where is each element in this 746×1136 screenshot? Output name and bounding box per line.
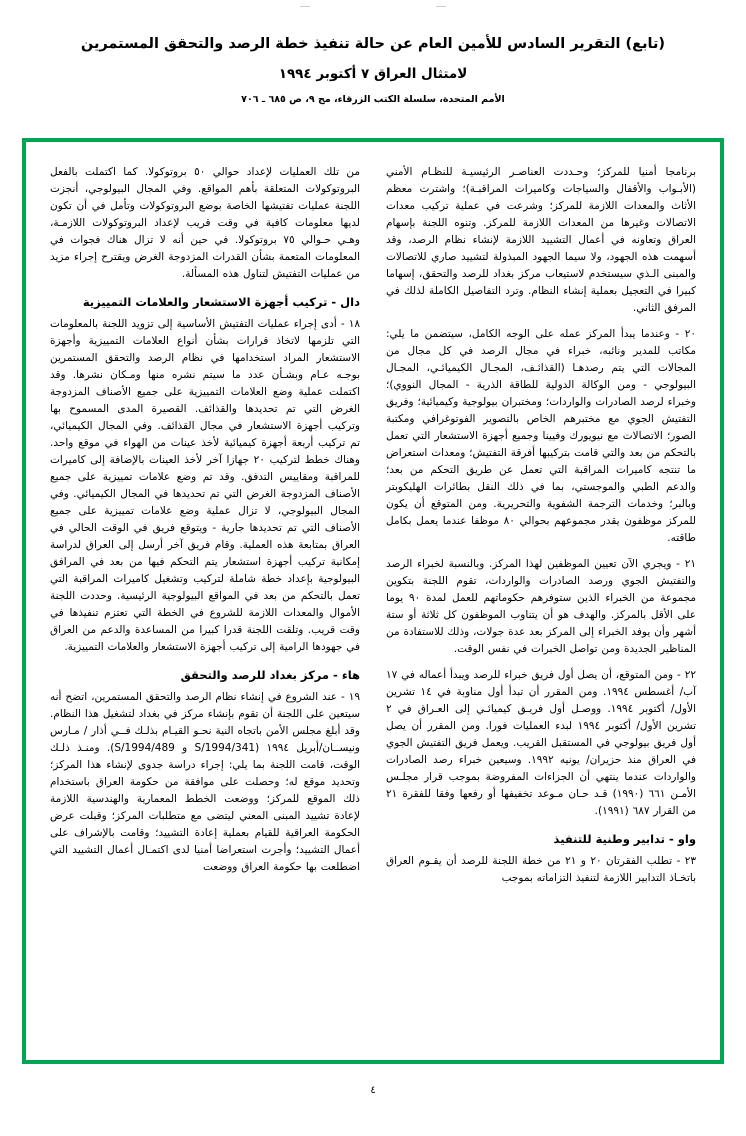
paragraph: برنامجا أمنيا للمركز؛ وحـددت العناصـر الرئيسيـة للنظـام الأمني (الأبـواب والأقفال والسياجات وكاميرات المراقبـة)؛ واشترت معظم الأثاث والمعدات اللازمة للمركز؛ وشرعت في عملية تركيب معدات الاتصالات وغيرها من المعدات اللازمة للمركز. وتنوه اللجنة بإسهام العراق وتعاونه في أعمال التشييد اللازمة لإنشاء نظام الرصد، وقد أسهمت هذه الجهود، ولا سيما الجهود المبذولة لتشييد صاري للاتصالات والمبنى الـذي سيستخدم لاستيعاب مركز بغداد للرصد والتحقق، إسهاما كبيرا في التعجيل بعملية إنشاء النظام. وترد التفاصيل الكاملة لذلك في المرفق الثاني. — [386, 166, 696, 314]
section-heading-national-measures: واو - تدابير وطنية للتنفيذ — [553, 832, 696, 846]
paragraph: من تلك العمليات لإعداد حوالي ٥٠ بروتوكولا. كما اكتملت بالفعل البروتوكولات المتعلقة بأهم المواقع. وفي المجال البيولوجي، أنجزت اللجنة عمليات تفتيشها الخاصة بوضع البروتوكولات وتأمل في أن تكون لديها معلومات كافية في وقت قريب لإعداد البروتوكولات اللازمـة، وهـي حـوالي ٧٥ بروتوكولا. في حين أنه لا تزال هناك فجوات في المعلومات المتعمة بشأن القدرات المزدوجة الغرض ويقترح إجراء مزيد من عمليات التفتيش لتناول هذه المسألة. — [50, 166, 360, 280]
paragraph: ٢٢ - ومن المتوقع، أن يصل أول فريق خبراء للرصد ويبدأ أعماله في ١٧ آب/ أغسطس ١٩٩٤. ومن المقرر أن تبدأ أول مناوبة في ١٤ تشرين الأول/ أكتوبر ١٩٩٤. ووصـل أول فريـق كيميائـي إلى العـراق في ٢ تشرين الأول/ أكتوبر ١٩٩٤ لبدء العمليات فورا. ومن المقرر أن يصل أول فريق بيولوجي في المستقبل القريب. ويعمل فريق التفتيش الجوي في العراق منذ حزيران/ يونيه ١٩٩٢. وسيعين خبراء رصد الصادرات والواردات عندما ينتهي أن الجزاءات المفروضة بموجب قرار مجلـس الأمـن ٦٦١ (١٩٩٠) قـد حـان مـوعد تخفيفها أو رفعها وفقا للفقرة ٢١ من القرار ٦٨٧ (١٩٩١). — [386, 669, 697, 817]
column-right — [386, 164, 696, 1044]
page-subtitle: لامتثال العراق ٧ أكتوبر ١٩٩٤ — [278, 65, 468, 82]
content-frame — [22, 138, 724, 1064]
crop-mark-left-icon — [300, 6, 310, 7]
paragraph: ٢٠ - وعندما يبدأ المركز عمله على الوجه الكامل، سيتضمن ما يلي: مكاتب للمدير ونائبه، خبراء في مجال الرصد في كل مجال من المجالات التي يتم رصدهـا (القذائـف، المجـال الكيميائـي، المجـال البيولوجي - ومن الوكالة الدولية للطاقة الذرية - المجال النووي)؛ وخبراء لرصد الصادرات والواردات؛ ومختبران بيولوجية وكيميائية؛ وفريق التفتيش الجوي مع مختبرهم الخاص بالتصوير الفوتوغرافي ومكتبة الصور؛ الاتصالات مع نيويورك وفيينا وجميع أجهزة الاستشعار التي تعمل بالتحكم من بعد والتي قامت بتركيبها أفرقة التفتيش؛ ومعدات استعراض ما تنتجه كاميرات المراقبة التي تعمل عن طريق التحكم من بعد؛ والدعم الطبي والموجستي، بما في ذلك النقل بطائرات الهليكوبتر وبالبر؛ وخدمات الترجمة الشفوية والتحريرية. ومن المتوقع أن يكون للمركز موظفون يقدر مجموعهم بحوالي ٨٠ موظفا عندما يعمل بكامل طاقته. — [386, 328, 696, 544]
paragraph: ١٩ - عند الشروع في إنشاء نظام الرصد والتحقق المستمرين، اتضح أنه سيتعين على اللجنة أن تقوم بإنشاء مركز في بغداد لتشغيل هذا النظام. وقد أبلغ مجلس الأمن باتجاه النية نحـو القيـام بذلـك فــي أذار / مـارس ونيســان/أبريل ١٩٩٤ (S/1994/341 و S/1994/489). ومنـذ ذلـك الوقت، قامت اللجنة بما يلي: إجراء دراسة جدوى لإنشاء هذا المركز؛ وتحديد موقع له؛ وحصلت على موافقة من حكومة العراق باستخدام ذلك الموقع للمركز؛ ووضعت الخطط المعمارية والهندسية اللازمة لإعادة تشييد المبنى المعني ليتضى مع متطلبات المركز؛ وقبلت عرض الحكومة العراقية للقيام بعملية إعادة التشييد؛ وقامت بالإشراف على أعمال التشييد؛ وأجرت استعراضا أمنيا لدى اكتمـال أعمال التشييد التي اضطلعت بها حكومة العراق ووضعت — [50, 691, 360, 873]
paragraph: ٢١ - ويجري الآن تعيين الموظفين لهذا المركز. وبالنسبة لخبراء الرصد والتفتيش الجوي ورصد الصادرات والواردات، تقوم اللجنة بتكوين مجموعة من الخبراء الذين ستوفرهم حكوماتهم للعمل لمدة ٩٠ يوما على الأقل بالمركز. والهدف هو أن يتناوب الموظفون كل ثلاثة أو ستة أشهر وأن يوفد الخبراء إلى المركز بعد عدة جولات، وذلك للاستفادة من المناظير الجديدة ومن تواصل الخبرات في نفس الوقت. — [386, 558, 696, 655]
content-columns — [32, 148, 714, 1054]
paragraph: ٢٣ - تطلب الفقرتان ٢٠ و ٢١ من خطة اللجنة للرصد أن يقـوم العراق باتخـاذ التدابير اللازمة لتنفيذ التزاماته بموجب — [386, 855, 697, 884]
source-citation: الأمم المتحدة، سلسلة الكتب الزرقاء، مج ٩، ص ٦٨٥ ـ ٧٠٦ — [241, 93, 505, 105]
column-left — [50, 164, 360, 1044]
paragraph: ١٨ - أدى إجراء عمليات التفتيش الأساسية إلى تزويد اللجنة بالمعلومات التي تلزمها لاتخاذ قرارات بشأن أنواع العلامات التمييزية وأجهزة الاستشعار المراد استخدامها في نظام الرصد والتحقق المستمرين بوجـه عـام وبشـأن عدد ما سيتم نشره منها ومـكان نشرها. وقد اكتملت عملية وضع العلامات التمييزية على جميع الأصناف المزدوجة الغرض التي تم تحديدها والقذائف. القصيرة المدى المسموح بها وتركيب أجهزة الاستشعار في مجال القذائف. وفي المجال الكيميائي، تم تركيب أربعة أجهزة كيميائية لأخذ عينات من الهواء في موقع واحد. وهناك خطط لتركيب ٢٠ جهازا آخر لأخذ العينات بالإضافة إلى كاميرات للمراقبة ومقاييس التدفق. وقد تم وضع علامات تمييزية على جميع الأصناف المزدوجة الغرض التي تم تحديدها في المجال الكيميائي. وفي المجال البيولوجي، لا تزال عملية وضع علامات تمييزية على جميع الأصناف التي تم تحديدها جارية - ويتوقع فريق في الوقت الحالي في العراق بمتابعة هذه العملية. وقام فريق آخر أرسل إلى العراق لدراسة إمكانية تركيب أجهزة استشعار يتم التحكم فيها من بعد في المرافق البيولوجية بإعداد خطة شاملة لتركيب وتشغيل كاميرات المراقبة التي تعمل بالتحكم من بعد في المواقع البيولوجية الرئيسية. وحددت اللجنة الأموال والمعدات اللازمة للشروع في الخطة التي تعتزم تنفيذها في وقت قريب. وتلقت اللجنة قدرا كبيرا من المساعدة والدعم من العراق في جهودها الرامية إلى تركيب أجهزة الاستشعار والعلامات التمييزية. — [50, 318, 360, 653]
crop-mark-right-icon — [436, 6, 446, 7]
page-title: (تابع) التقرير السادس للأمين العام عن حالة تنفيذ خطة الرصد والتحقق المستمرين — [80, 36, 666, 52]
section-heading-baghdad-centre: هاء - مركز بغداد للرصد والتحقق — [180, 668, 360, 682]
page-number: ٤ — [370, 1085, 376, 1096]
section-heading-sensors-tags: دال - تركيب أجهزة الاستشعار والعلامات التمييزية — [82, 295, 360, 309]
document-header — [0, 0, 746, 105]
